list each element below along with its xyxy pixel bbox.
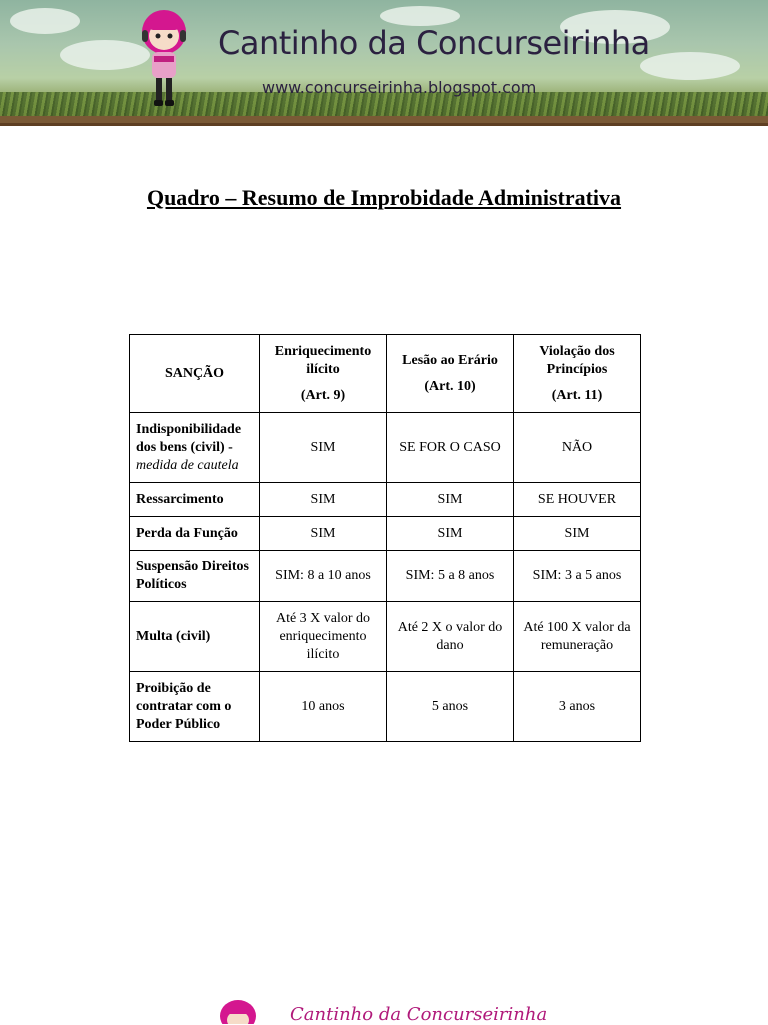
footer-brand-text: Cantinho da Concurseirinha	[290, 1004, 548, 1025]
table-row	[130, 672, 641, 742]
table-cell: SIM	[260, 413, 387, 483]
table-cell: 3 anos	[514, 672, 641, 742]
table-cell: SIM: 8 a 10 anos	[260, 551, 387, 602]
table-row	[130, 602, 641, 672]
table-cell: 10 anos	[260, 672, 387, 742]
document-title: Quadro – Resumo de Improbidade Administrativa	[146, 185, 622, 210]
row-label: Indisponibilidade dos bens (civil) - medida de cautela	[130, 413, 260, 483]
table-header-row	[130, 335, 641, 413]
table-cell: Até 3 X valor do enriquecimento ilícito	[260, 602, 387, 672]
row-label: Perda da Função	[130, 517, 260, 551]
table-cell: SIM	[387, 483, 514, 517]
table-cell: SIM	[514, 517, 641, 551]
table-row	[130, 483, 641, 517]
table-row	[130, 413, 641, 483]
cloud-shape	[60, 40, 150, 70]
header-violacao: Violação dos Princípios (Art. 11)	[514, 335, 641, 413]
table-cell: SIM: 5 a 8 anos	[387, 551, 514, 602]
row-label: Suspensão Direitos Políticos	[130, 551, 260, 602]
table-cell: SE HOUVER	[514, 483, 641, 517]
sanctions-table	[129, 334, 641, 742]
header-banner	[0, 0, 768, 126]
table-cell: SIM	[260, 517, 387, 551]
table-cell: Até 100 X valor da remuneração	[514, 602, 641, 672]
table-row	[130, 517, 641, 551]
table-cell: SIM	[387, 517, 514, 551]
banner-url: www.concurseirinha.blogspot.com	[262, 78, 537, 97]
row-label: Ressarcimento	[130, 483, 260, 517]
header-lesao: Lesão ao Erário (Art. 10)	[387, 335, 514, 413]
girl-mascot-icon	[138, 6, 190, 110]
cloud-shape	[10, 8, 80, 34]
ground-line	[0, 123, 768, 126]
table-cell: NÃO	[514, 413, 641, 483]
header-enriquecimento: Enriquecimento ilícito (Art. 9)	[260, 335, 387, 413]
table-row	[130, 551, 641, 602]
table-cell: SIM	[260, 483, 387, 517]
girl-mascot-icon	[218, 996, 258, 1024]
cloud-shape	[640, 52, 740, 80]
row-label: Proibição de contratar com o Poder Público	[130, 672, 260, 742]
banner-title: Cantinho da Concurseirinha	[218, 24, 650, 62]
table-cell: SE FOR O CASO	[387, 413, 514, 483]
row-label: Multa (civil)	[130, 602, 260, 672]
cloud-shape	[380, 6, 460, 26]
header-sancao: SANÇÃO	[130, 335, 260, 413]
table-cell: Até 2 X o valor do dano	[387, 602, 514, 672]
table-cell: SIM: 3 a 5 anos	[514, 551, 641, 602]
table-cell: 5 anos	[387, 672, 514, 742]
